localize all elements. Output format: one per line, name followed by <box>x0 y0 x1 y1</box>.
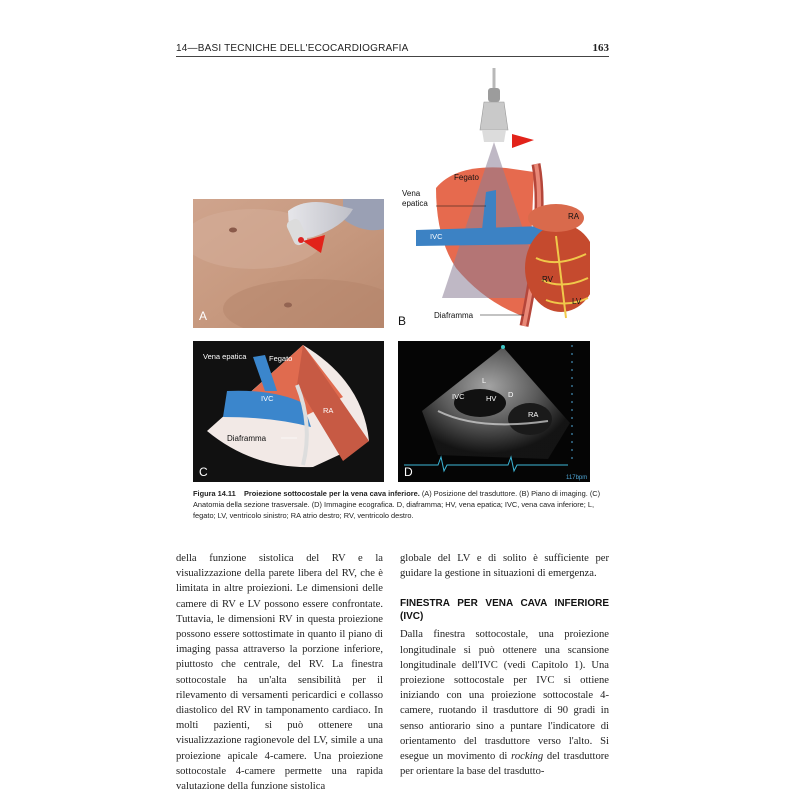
imaging-plane-illustration <box>396 68 590 330</box>
label-epatica: epatica <box>402 199 428 208</box>
body-column-right <box>400 551 609 779</box>
label-l: L <box>482 376 487 385</box>
figure-panel-a <box>193 199 384 328</box>
label-fegato-c: Fegato <box>269 354 293 363</box>
ultrasound-image <box>398 341 590 482</box>
panel-letter-c: C <box>199 465 208 479</box>
page-number: 163 <box>592 42 609 54</box>
label-ivc-d: IVC <box>452 392 465 401</box>
figure-panel-d <box>398 341 590 482</box>
panel-letter-d: D <box>404 465 413 479</box>
panel-letter-b: B <box>398 314 407 328</box>
label-rv: RV <box>542 275 553 284</box>
panel-letter-a: A <box>199 309 208 323</box>
label-ra: RA <box>568 212 580 221</box>
paragraph: della funzione sistolica del RV e la visualizzazione della parete libera del RV, che è limitata in altre proiezioni. Le dimensioni delle camere di RV e LV possono essere confrontate. Tuttavia, le dimensioni RV in questa proiezione possono essere sottostimate in quanto il piano di imaging passa attraverso la porzione inferiore, piuttosto che centrale, del RV. La finestra sottocostale ha un'alta sensibilità per il rilevamento di versamenti pericardici e collasso diastolico del RV in tamponamento cardiaco. In molti pazienti, si può ottenere una visualizzazione ragionevole del LV, simile a una proiezione apicale 4-camere. Una proiezione sottocostale 4-camere permette una rapida valutazione della funzione sistolica <box>176 553 383 793</box>
section-heading: FINESTRA PER VENA CAVA INFERIORE (IVC) <box>400 598 609 623</box>
label-diaframma: Diaframma <box>434 311 474 320</box>
figure-caption-body: (A) Posizione del trasduttore. (B) Piano di imaging. (C) Anatomia della sezione trasversale. (D) Immagine ecografica. D, diaframma; HV, vena epatica; IVC, vena cava inferiore; L, fegato; LV, ventricolo sinistro; RA atrio destro; RV, ventricolo destro. <box>193 489 601 520</box>
paragraph: globale del LV e di solito è sufficiente per guidare la gestione in situazioni di emergenza. <box>400 553 609 580</box>
figure-panel-b <box>396 68 590 330</box>
label-fegato: Fegato <box>454 173 479 182</box>
label-d: D <box>508 390 514 399</box>
cross-section-anatomy <box>193 341 384 482</box>
label-diaframma-c: Diaframma <box>227 434 267 443</box>
emphasis: rocking <box>511 751 544 763</box>
chapter-title: 14—BASI TECNICHE DELL'ECOCARDIOGRAFIA <box>176 43 409 54</box>
body-column-left <box>176 551 383 794</box>
figure-number: Figura 14.11 <box>193 489 236 498</box>
paragraph: Dalla finestra sottocostale, una proiezione longitudinale si può ottenere una scansione longitudinale dell'IVC (vedi Capitolo 1). Una proiezione sottocostale per IVC si ottiene iniziando con una proiezione sottocostale 4-camere, ruotando il trasduttore di 90 gradi in senso antiorario sino a puntare l'indicatore di orientamento del trasduttore verso l'alto. Si esegue un movimento di rocking del trasduttore per orientare la base del trasdutto- <box>400 629 609 778</box>
label-ra-d: RA <box>528 410 539 419</box>
label-hv: HV <box>486 394 497 403</box>
figure-panel-c <box>193 341 384 482</box>
label-ra-c: RA <box>323 406 334 415</box>
header-rule <box>176 56 609 57</box>
label-lv: LV <box>572 297 582 306</box>
heart-rate-readout: 117bpm <box>566 475 588 481</box>
label-vena: Vena <box>402 189 421 198</box>
figure-caption <box>193 488 613 521</box>
running-header <box>176 42 609 56</box>
transducer-position-photo <box>193 199 384 328</box>
label-ivc: IVC <box>430 232 443 241</box>
label-ivc-c: IVC <box>261 394 274 403</box>
label-vena-epatica: Vena epatica <box>203 352 247 361</box>
figure-title: Proiezione sottocostale per la vena cava inferiore. <box>243 489 420 498</box>
